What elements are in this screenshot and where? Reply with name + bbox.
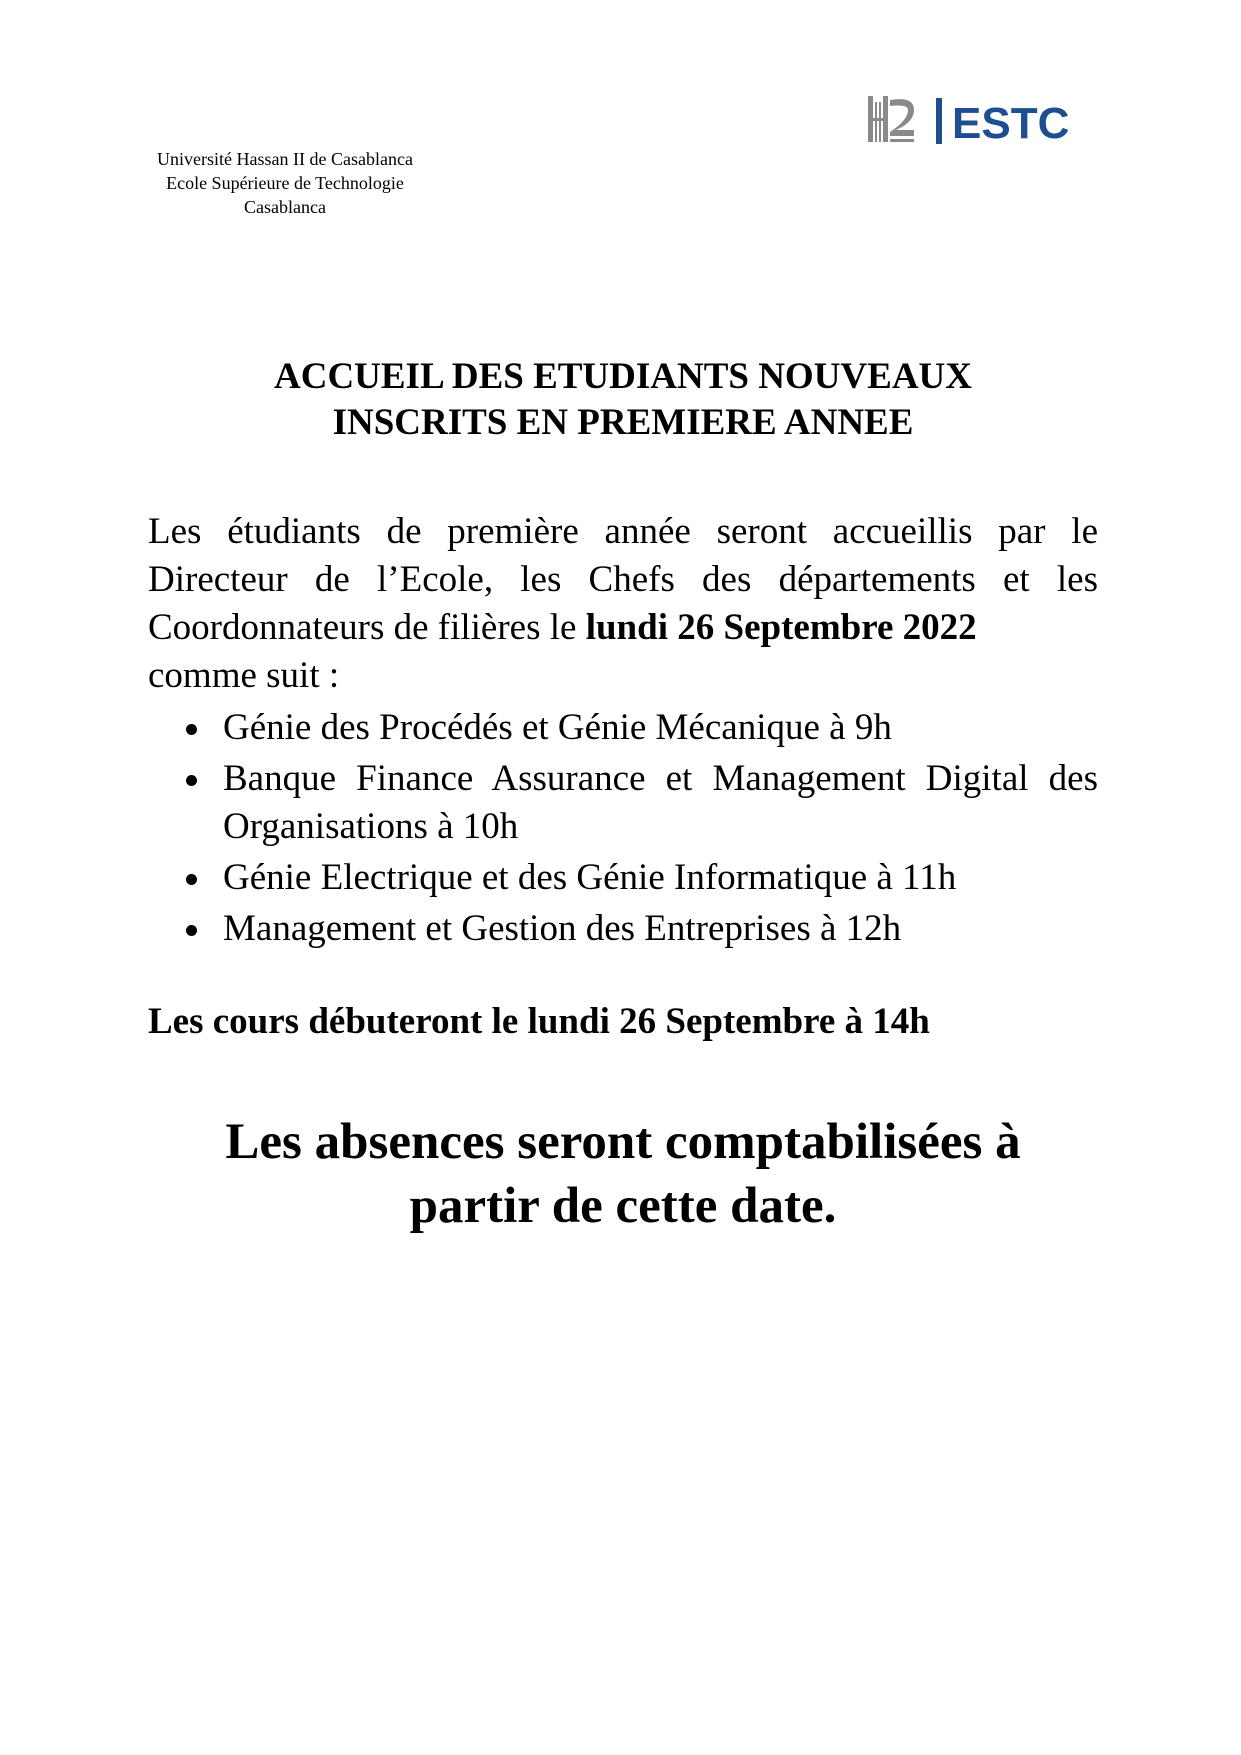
- schedule-item-text: Génie Electrique et des Génie Informatique à 11h: [223, 857, 957, 898]
- estc-logo: [868, 92, 1088, 152]
- page-title: [148, 354, 1098, 446]
- bullet-icon: [186, 775, 197, 786]
- intro-ending: comme suit :: [148, 655, 340, 696]
- intro-date: lundi 26 Septembre 2022: [585, 607, 977, 648]
- list-item: [148, 905, 1098, 953]
- school-name: Ecole Supérieure de Technologie: [166, 173, 404, 193]
- schedule-list: [148, 704, 1098, 956]
- list-item: [148, 854, 1098, 902]
- list-item: [148, 704, 1098, 752]
- title-line-2: INSCRITS EN PREMIERE ANNEE: [332, 402, 914, 443]
- bullet-icon: [186, 874, 197, 885]
- uh2c-logo-icon: [868, 92, 1088, 152]
- intro-text: Les étudiants de première année seront accueillis par le Directeur de l’Ecole, les Chefs des départements et les Coordonnateurs de filières le: [148, 511, 1098, 648]
- absences-line-1: Les absences seront comptabilisées à: [225, 1114, 1021, 1170]
- bullet-icon: [186, 925, 197, 936]
- schedule-item-text: Management et Gestion des Entreprises à 12h: [223, 908, 902, 949]
- intro-paragraph: [148, 508, 1098, 700]
- institution-header: [140, 147, 430, 219]
- schedule-item-text: Banque Finance Assurance et Management Digital des Organisations à 10h: [223, 758, 1098, 847]
- city-name: Casablanca: [244, 197, 326, 217]
- absences-line-2: partir de cette date.: [409, 1178, 837, 1234]
- list-item: [148, 755, 1098, 851]
- intro-body: [148, 508, 1098, 652]
- title-line-1: ACCUEIL DES ETUDIANTS NOUVEAUX: [274, 356, 972, 397]
- courses-start-notice: Les cours débuteront le lundi 26 Septembre à 14h: [148, 1001, 930, 1042]
- absences-notice: [148, 1110, 1098, 1238]
- logo-text: ESTC: [952, 99, 1070, 148]
- university-name: Université Hassan II de Casablanca: [157, 149, 413, 169]
- schedule-item-text: Génie des Procédés et Génie Mécanique à 9h: [223, 707, 892, 748]
- bullet-icon: [186, 724, 197, 735]
